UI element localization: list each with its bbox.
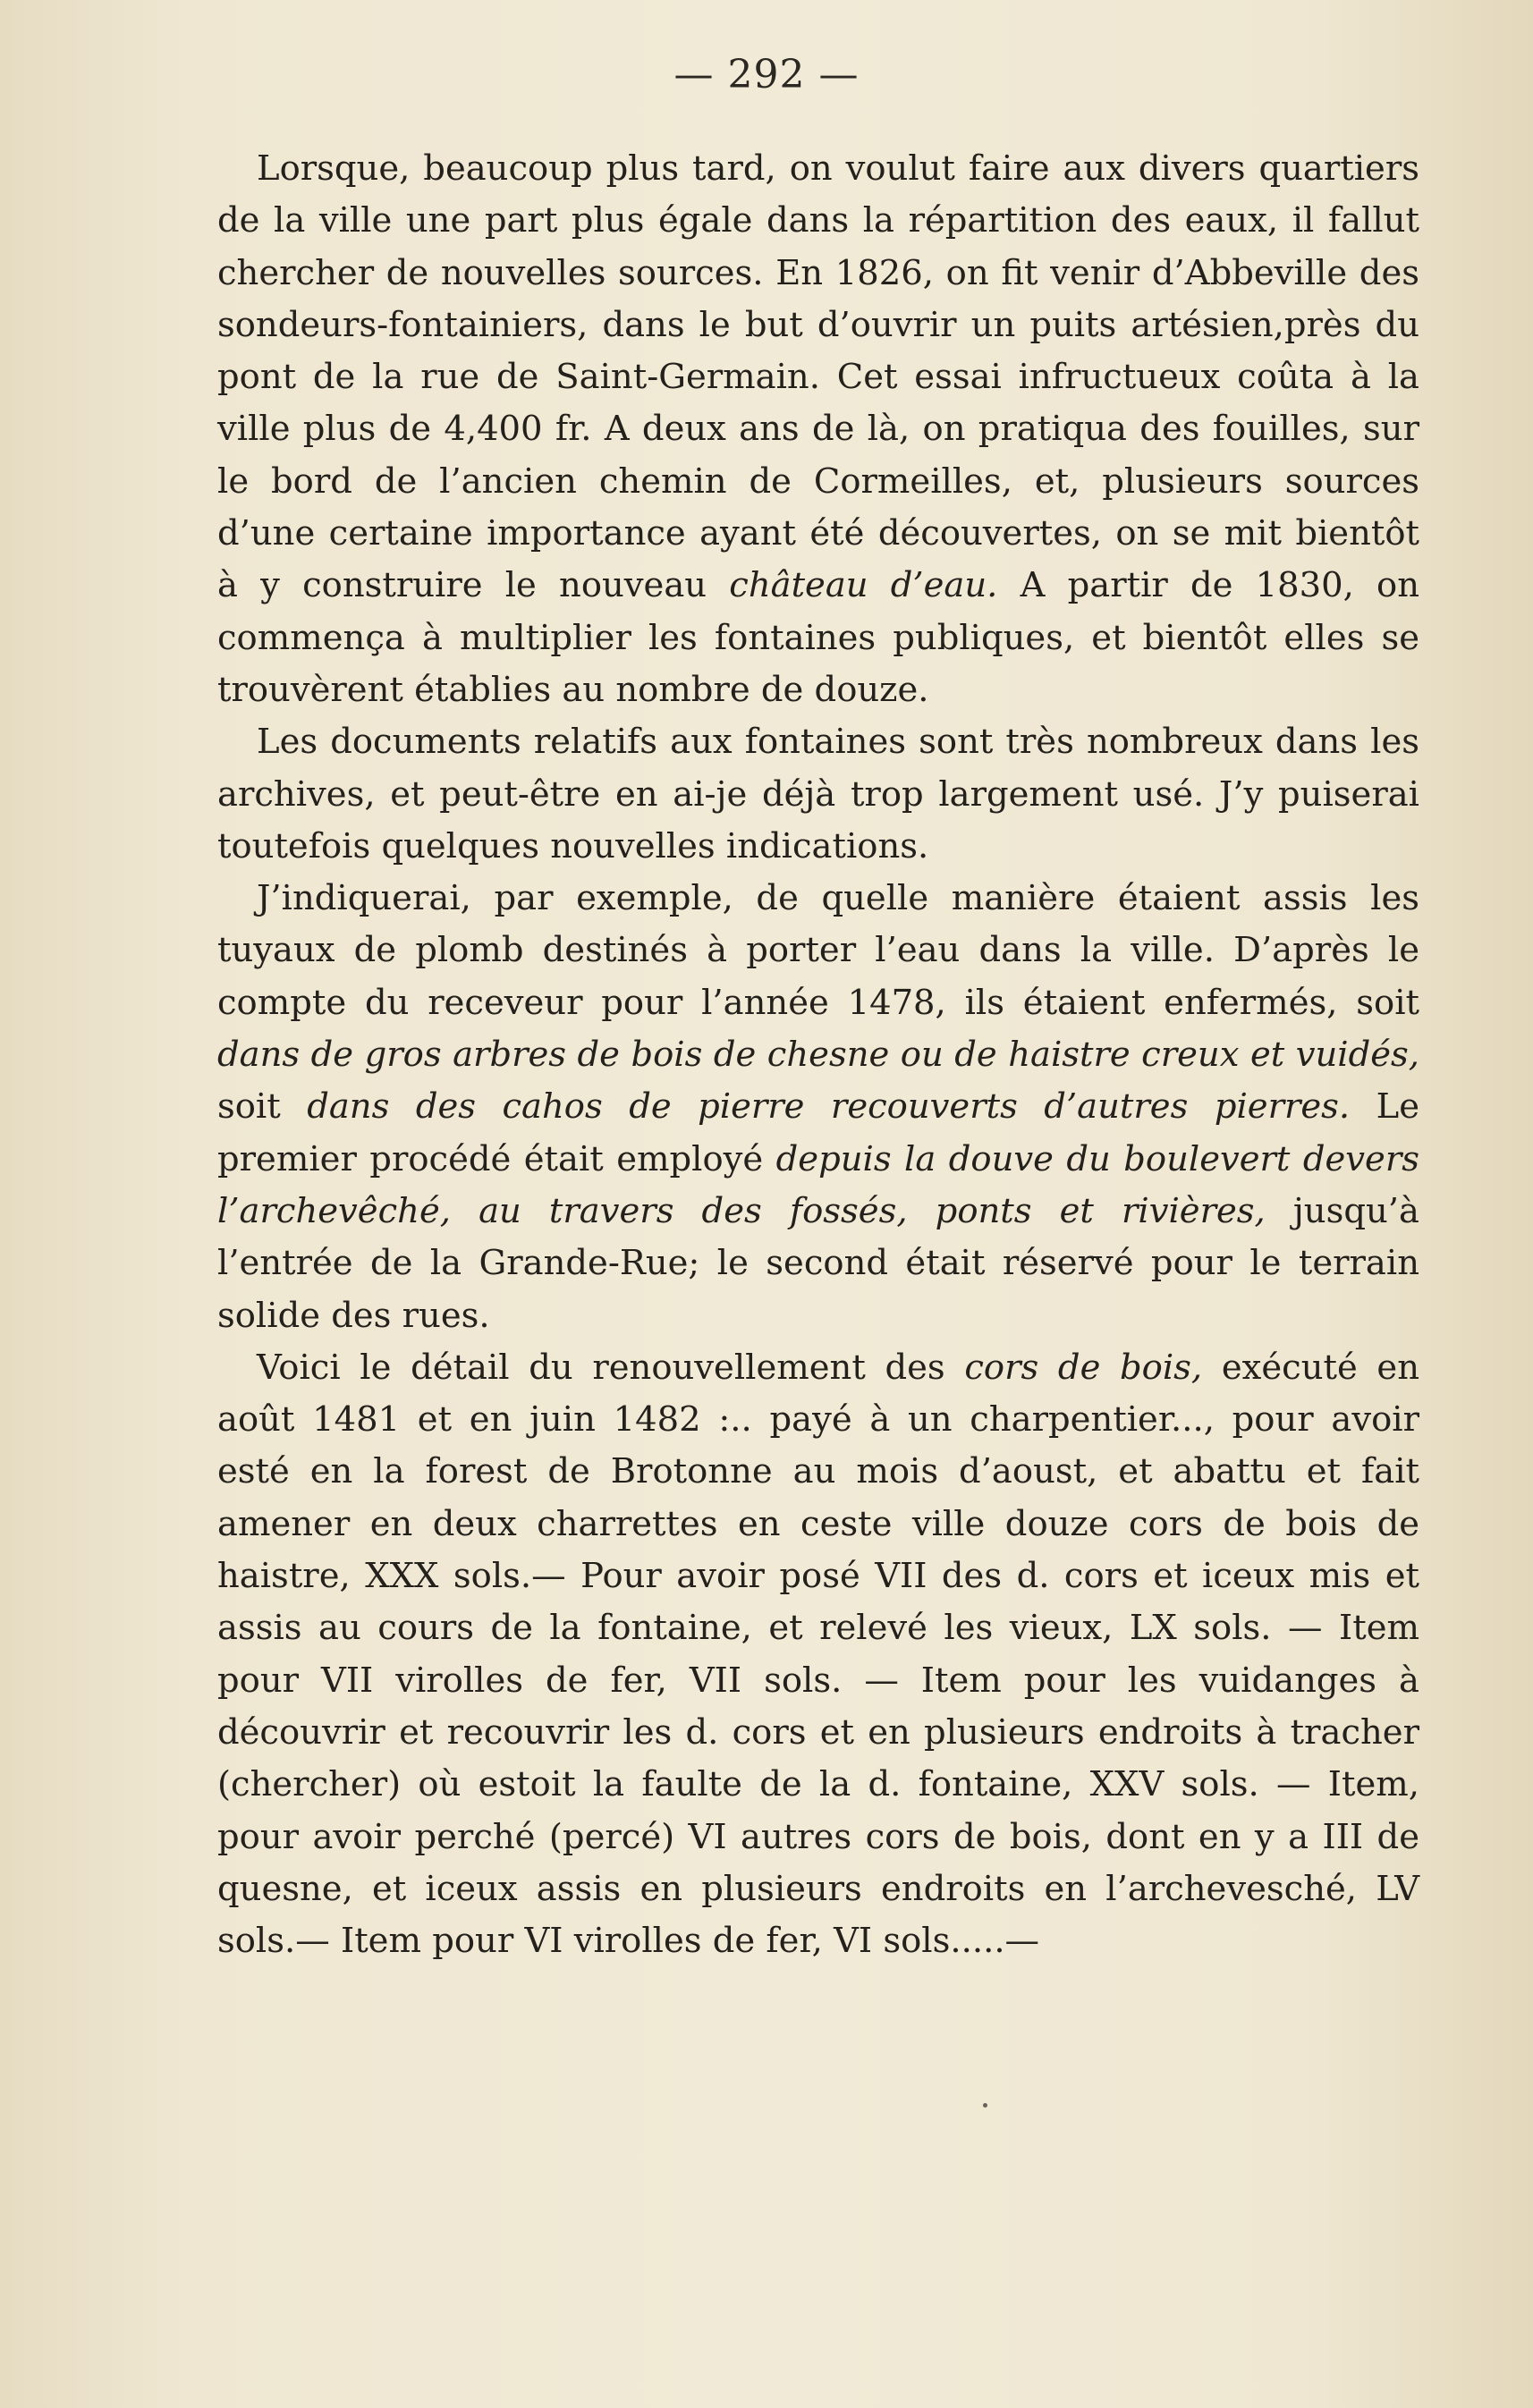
paragraph [217,1342,1419,1968]
italic-text: cors de bois, [964,1347,1203,1388]
italic-text: château d’eau. [729,565,998,606]
paragraph [217,873,1419,1342]
italic-text: dans des cahos de pierre recouverts d’autres pierres. [307,1086,1351,1128]
text-run: Lorsque, beaucoup plus tard, on voulut faire aux divers quartiers de la ville une part plus égale dans la répartition des eaux, il fallut chercher de nouvelles sources. En 1826, on fit venir d’Abbeville des sondeurs-fontainiers, dans le but d’ouvrir un puits artésien,près du pont de la rue de Saint-Germain. Cet essai infructueux coûta à la ville plus de 4,400 fr. A deux ans de là, on pratiqua des fouilles, sur le bord de l’ancien chemin de Cormeilles, et, plusieurs sources d’une certaine importance ayant été découvertes, on se mit bientôt à y construire le nouveau [217,148,1419,606]
italic-text: depuis la douve du boulevert devers l’archevêché, au travers des fossés, ponts et rivières, [217,1138,1419,1231]
text-run: Voici le détail du renouvellement des [257,1347,965,1388]
paragraph [217,716,1419,873]
text-run: exécuté en août 1481 et en juin 1482 :.. payé à un charpentier..., pour avoir esté en la forest de Brotonne au mois d’aoust, et abattu et fait amener en deux charrettes en ceste ville douze cors de bois de haistre, XXX sols.— Pour avoir posé VII des d. cors et iceux mis et assis au cours de la fontaine, et relevé les vieux, LX sols. — Item pour VII virolles de fer, VII sols. — Item pour les vuidanges à découvrir et recouvrir les d. cors et en plusieurs endroits à tracher (chercher) où estoit la faulte de la d. fontaine, XXV sols. — Item, pour avoir perché (percé) VI autres cors de bois, dont en y a III de quesne, et iceux assis en plusieurs endroits en l’archevesché, LV sols.— Item pour VI virolles de fer, VI sols.....— [217,1347,1420,1962]
text-run: A partir de 1830, on commença à multiplier les fontaines publiques, et bientôt elles se trouvèrent établies au nombre de douze. [217,565,1419,710]
text-run: Les documents relatifs aux fontaines sont très nombreux dans les archives, et peut-être en ai-je déjà trop largement usé. J’y puiserai toutefois quelques nouvelles indications. [217,722,1419,866]
paragraph [217,143,1419,716]
italic-text: dans de gros arbres de bois de chesne ou de haistre creux et vuidés, [217,1035,1419,1076]
text-run: J’indiquerai, par exemple, de quelle manière étaient assis les tuyaux de plomb destinés à porter l’eau dans la ville. D’après le compte du receveur pour l’année 1478, ils étaient enfermés, soit [217,878,1419,1023]
print-speck [983,2103,987,2108]
body-text [217,143,1419,1967]
page-number: — 292 — [673,52,860,97]
text-run: soit [217,1086,308,1128]
text-run: Le premier procédé était employé [217,1086,1419,1179]
text-run: jusqu’à l’entrée de la Grande-Rue; le second était réservé pour le terrain solide des rues. [217,1190,1419,1336]
